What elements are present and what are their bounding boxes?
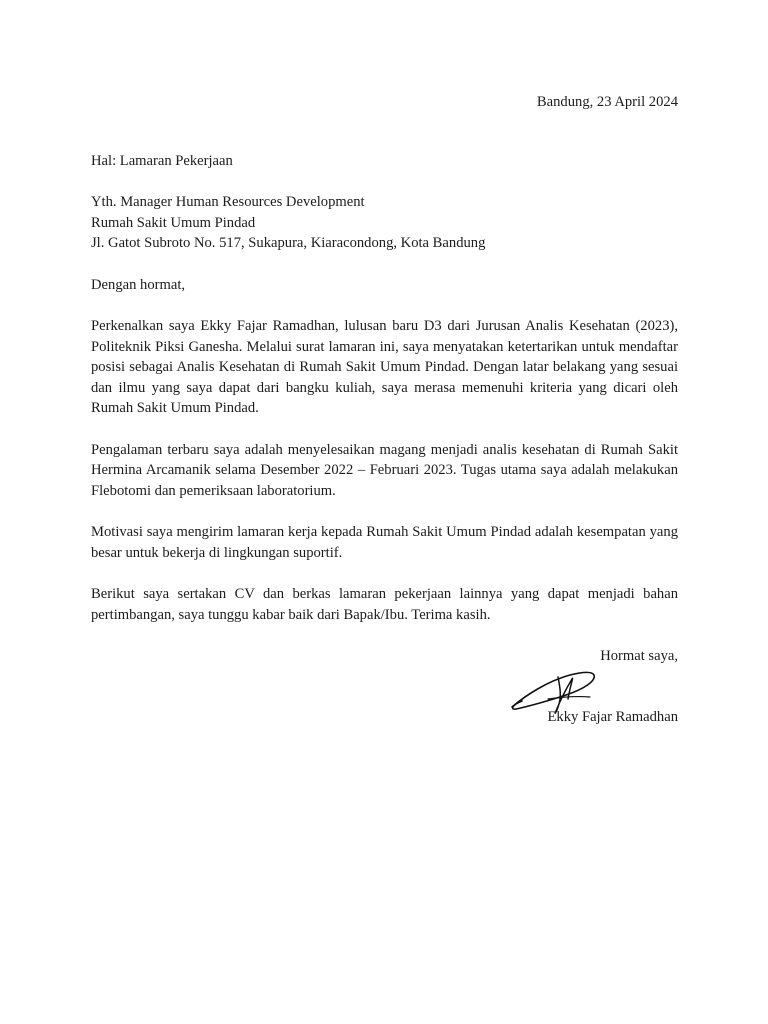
letter-page <box>91 92 678 727</box>
body-paragraph-experience: Pengalaman terbaru saya adalah menyelesaikan magang menjadi analis kesehatan di Rumah Sakit Hermina Arcamanik selama Desember 2022 – Februari 2023. Tugas utama saya adalah melakukan Flebotomi dan pemeriksaan laboratorium. <box>91 441 678 499</box>
recipient-address <box>91 192 678 254</box>
body-paragraph-closing: Berikut saya sertakan CV dan berkas lamaran pekerjaan lainnya yang dapat menjadi bahan pertimbangan, saya tunggu kabar baik dari Bapak/Ibu. Terima kasih. <box>91 586 678 623</box>
recipient-title: Yth. Manager Human Resources Development <box>91 194 365 210</box>
letter-date: Bandung, 23 April 2024 <box>536 94 678 110</box>
sender-name: Ekky Fajar Ramadhan <box>547 708 678 725</box>
body-paragraph-introduction: Perkenalkan saya Ekky Fajar Ramadhan, lulusan baru D3 dari Jurusan Analis Kesehatan (2023), Politeknik Piksi Ganesha. Melalui surat lamaran ini, saya menyatakan ketertarikan untuk mendaftar posisi sebagai Analis Kesehatan di Rumah Sakit Umum Pindad. Dengan latar belakang yang sesuai dan ilmu yang saya dapat dari bangku kuliah, saya merasa memenuhi kriteria yang dicari oleh Rumah Sakit Umum Pindad. <box>91 318 678 416</box>
closing-phrase: Hormat saya, <box>600 648 678 664</box>
recipient-organization: Rumah Sakit Umum Pindad <box>91 214 256 231</box>
salutation: Dengan hormat, <box>91 276 186 293</box>
recipient-street-address: Jl. Gatot Subroto No. 517, Sukapura, Kiaracondong, Kota Bandung <box>91 235 486 251</box>
body-paragraph-motivation: Motivasi saya mengirim lamaran kerja kepada Rumah Sakit Umum Pindad adalah kesempatan yang besar untuk bekerja di lingkungan suportif. <box>91 524 678 561</box>
signature-block <box>91 667 678 707</box>
letter-subject: Hal: Lamaran Pekerjaan <box>91 152 233 169</box>
